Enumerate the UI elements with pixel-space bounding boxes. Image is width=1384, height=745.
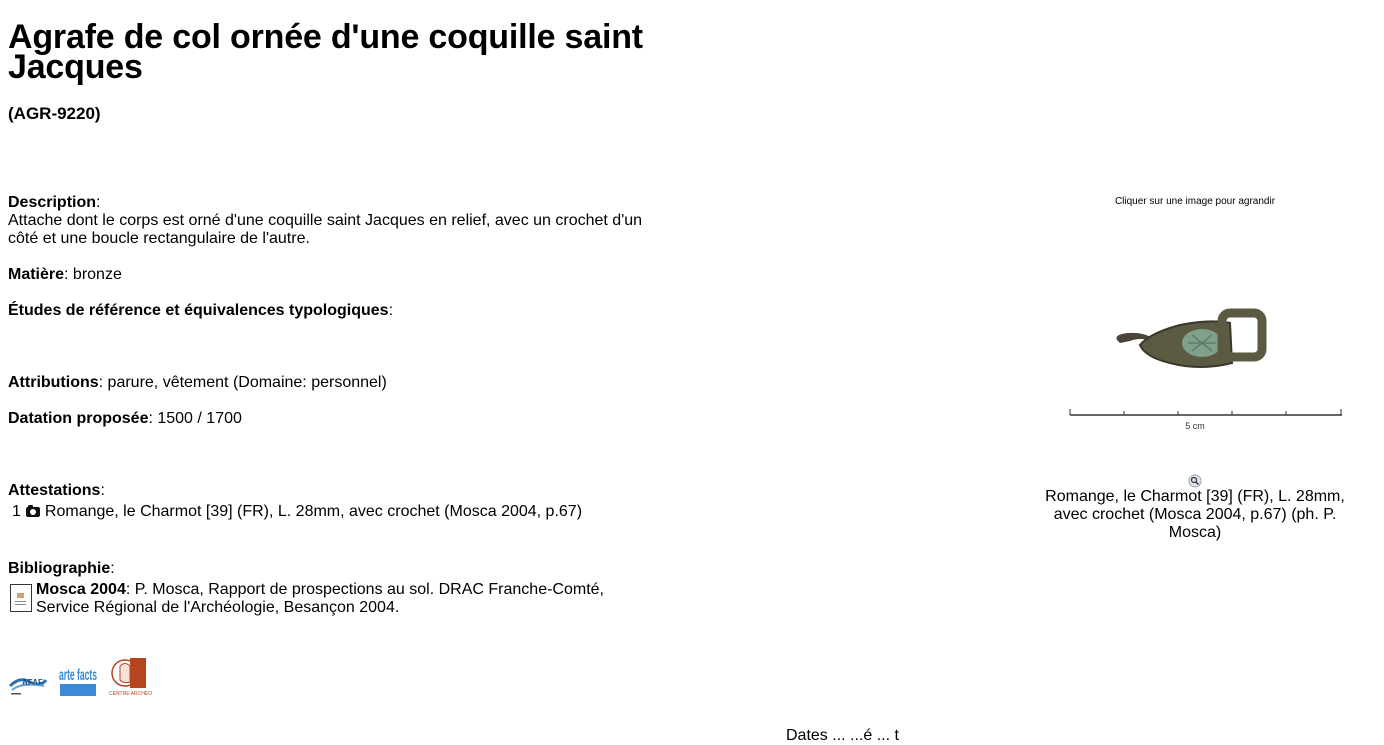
afaf-logo[interactable] [8, 658, 48, 698]
afaf-logo-text: AFAF [22, 678, 43, 687]
description-label: Description [8, 194, 97, 211]
camera-icon[interactable] [26, 507, 40, 517]
attributions-field: Attributions: parure, vêtement (Domaine: personnel) [8, 374, 387, 391]
datation-field: Datation proposée: 1500 / 1700 [8, 410, 242, 427]
centre-archeo-logo[interactable] [108, 656, 153, 698]
scale-label: 5 cm [1185, 421, 1205, 431]
bibliography-entry: Mosca 2004: P. Mosca, Rapport de prospections au sol. DRAC Franche-Comté, Service Régional de l'Archéologie, Besançon 2004. [36, 581, 604, 616]
record-code: (AGR-9220) [8, 104, 101, 123]
page-title: Agrafe de col ornée d'une coquille saint Jacques [8, 18, 643, 86]
artefacts-logo[interactable] [58, 658, 98, 698]
gallery-hint: Cliquer sur une image pour agrandir [1114, 196, 1276, 207]
datation-value: 1500 / 1700 [157, 410, 242, 427]
magnify-icon[interactable] [1188, 474, 1202, 488]
bibliography-ref[interactable]: Mosca 2004 [36, 581, 126, 598]
partner-logos [8, 656, 153, 698]
etudes-field: Études de référence et équivalences typologiques: [8, 302, 394, 319]
footer-text: Dates ... ...é ... t [786, 727, 899, 744]
bibliographie-label: Bibliographie [8, 560, 111, 577]
description-text: Attache dont le corps est orné d'une coquille saint Jacques en relief, avec un crochet d'un côté et une boucle rectangulaire de l'autre. [8, 212, 643, 247]
attestations-field: Attestations: [8, 482, 105, 499]
matiere-label: Matière [8, 266, 65, 283]
attestation-count: 1 [12, 503, 21, 520]
attestation-text[interactable]: Romange, le Charmot [39] (FR), L. 28mm, avec crochet (Mosca 2004, p.67) [44, 503, 583, 520]
attestations-label: Attestations [8, 482, 101, 499]
artefacts-logo-text: arte facts [59, 667, 98, 684]
image-gallery [1040, 196, 1350, 542]
document-icon[interactable] [10, 584, 32, 612]
attributions-label: Attributions [8, 374, 99, 391]
bibliographie-field: Bibliographie: [8, 560, 115, 577]
artifact-photo[interactable] [1050, 263, 1340, 448]
matiere-value: bronze [72, 266, 122, 283]
attributions-value: parure, vêtement (Domaine: personnel) [107, 374, 387, 391]
bibliography-item [10, 581, 630, 617]
photo-caption: Romange, le Charmot [39] (FR), L. 28mm, avec crochet (Mosca 2004, p.67) (ph. P. Mosca) [1045, 488, 1345, 541]
datation-label: Datation proposée [8, 410, 149, 427]
attestation-item[interactable] [12, 503, 582, 521]
record-details [8, 18, 658, 616]
description-field: Description: Attache dont le corps est orné d'une coquille saint Jacques en relief, avec un crochet d'un côté et une boucle rectangulaire de l'autre. [8, 194, 643, 247]
matiere-field: Matière: bronze [8, 266, 122, 283]
etudes-label: Études de référence et équivalences typologiques [8, 302, 389, 319]
bibliography-text: P. Mosca, Rapport de prospections au sol. DRAC Franche-Comté, Service Régional de l'Archéologie, Besançon 2004. [36, 581, 604, 616]
centre-logo-text: CENTRE ARCHÉO [109, 691, 153, 697]
